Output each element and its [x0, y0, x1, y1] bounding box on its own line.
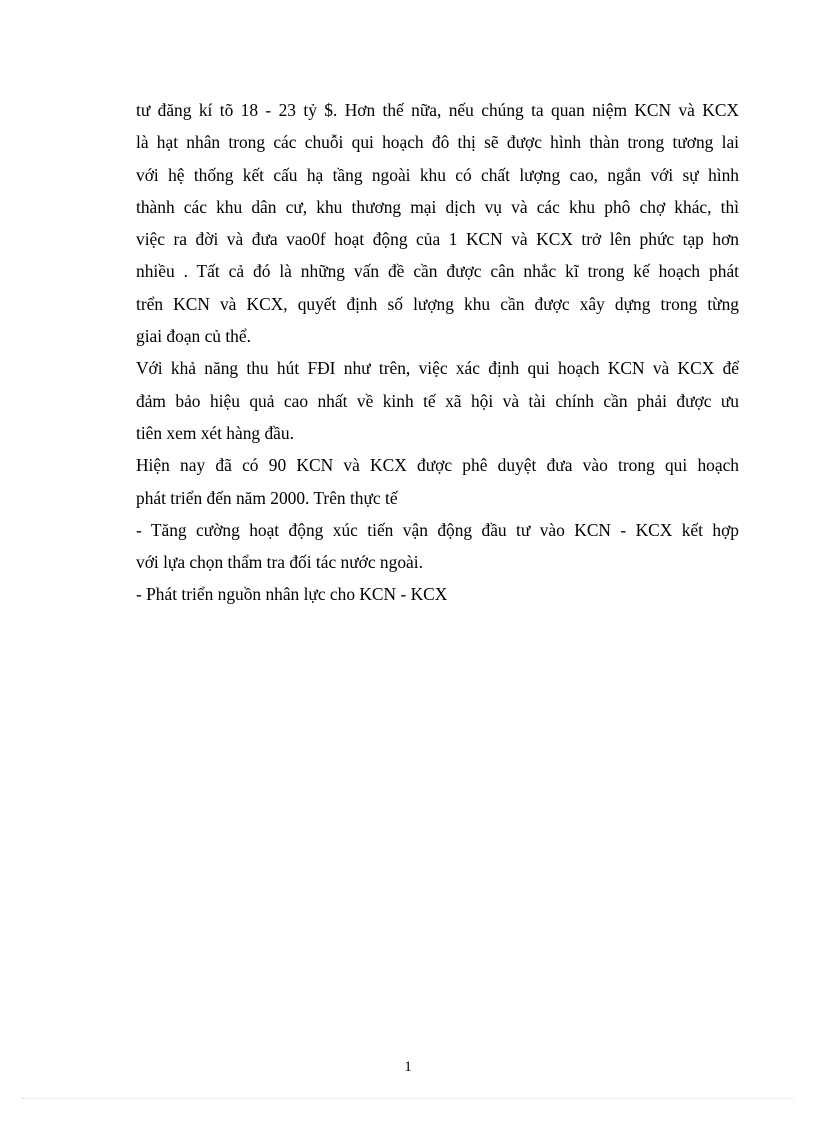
body-text	[136, 94, 739, 611]
text-line: phát triển đến năm 2000. Trên thực tế	[136, 487, 398, 508]
text-line: với lựa chọn thẩm tra đối tác nước ngoài.	[136, 552, 423, 573]
text-line: là hạt nhân trong các chuỗi qui hoạch đô thị sẽ được hình thàn trong tương lai	[136, 132, 739, 153]
text-line: với hệ thống kết cấu hạ tầng ngoài khu có chất lượng cao, ngắn với sự hình	[136, 164, 739, 185]
text-line: đảm bảo hiệu quả cao nhất về kinh tế xã hội và tài chính cần phải được ưu	[136, 390, 739, 411]
text-line: - Tăng cường hoạt động xúc tiến vận động đầu tư vào KCN - KCX kết hợp	[136, 519, 739, 540]
text-line: nhiều . Tất cả đó là những vấn đề cần được cân nhắc kĩ trong kế hoạch phát	[136, 261, 739, 282]
text-line: - Phát triển nguồn nhân lực cho KCN - KCX	[136, 584, 448, 605]
text-line: tư đăng kí tõ 18 - 23 tỷ $. Hơn thế nữa, nếu chúng ta quan niệm KCN và KCX	[136, 100, 739, 120]
text-line: thành các khu dân cư, khu thương mại dịch vụ và các khu phô chợ khác, thì	[136, 196, 739, 217]
text-line: giai đoạn củ thể.	[136, 326, 251, 347]
text-line: Hiện nay đã có 90 KCN và KCX được phê duyệt đưa vào trong qui hoạch	[136, 455, 739, 476]
page-bottom-divider	[22, 1098, 794, 1099]
text-line: trển KCN và KCX, quyết định số lượng khu cần được xây dựng trong từng	[136, 293, 739, 314]
text-line: tiên xem xét hàng đầu.	[136, 422, 294, 443]
text-line: Với khả năng thu hút FĐI như trên, việc xác định qui hoạch KCN và KCX để	[136, 358, 739, 379]
page-number: 1	[404, 1059, 412, 1075]
text-line: việc ra đời và đưa vao0f hoạt động của 1 KCN và KCX trở lên phức tạp hơn	[136, 229, 739, 250]
